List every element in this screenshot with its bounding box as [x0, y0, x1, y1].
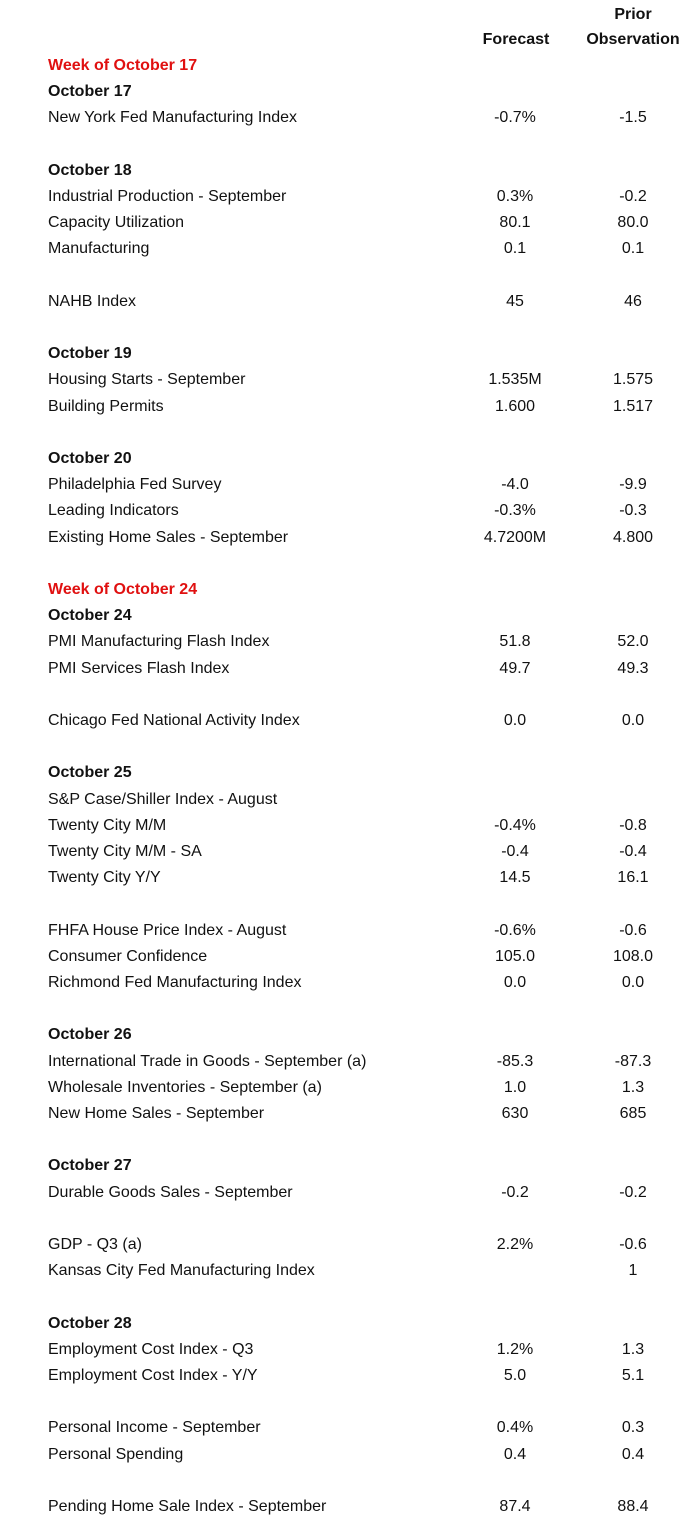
forecast-value: 2.2%: [496, 1236, 534, 1253]
date-heading-row: [0, 603, 691, 629]
prior-column-header-line2: Observation: [586, 31, 680, 48]
indicator-row: [0, 289, 691, 315]
week-heading-row: [0, 53, 691, 79]
forecast-value: 1.0: [503, 1078, 527, 1096]
indicator-row: [0, 1101, 691, 1127]
date-heading-row: [0, 446, 691, 472]
forecast-value: -0.4%: [494, 816, 536, 834]
indicator-label: Durable Goods Sales - September: [48, 1183, 293, 1201]
prior-column-header-line1: Prior: [614, 6, 652, 23]
prior-observation-value: 0.0: [621, 974, 645, 991]
forecast-value: 14.5: [499, 869, 531, 887]
forecast-value: 0.1: [503, 240, 527, 258]
date-label: October 25: [48, 764, 132, 782]
spacer-row: [0, 263, 691, 289]
prior-observation-value: 49.3: [617, 659, 649, 677]
date-label: October 20: [48, 450, 132, 467]
indicator-row: [0, 1442, 691, 1468]
forecast-value: 0.0: [503, 712, 527, 729]
indicator-row: [0, 944, 691, 970]
week-heading-row: [0, 577, 691, 603]
indicator-label: Manufacturing: [48, 240, 150, 258]
indicator-row: [0, 1415, 691, 1441]
spacer-row: [0, 996, 691, 1022]
indicator-row: [0, 813, 691, 839]
forecast-value: -0.4: [501, 843, 529, 860]
prior-observation-value: 46: [624, 292, 642, 310]
forecast-value: 630: [501, 1105, 529, 1122]
prior-observation-value: 108.0: [612, 947, 654, 965]
indicator-label: Employment Cost Index - Q3: [48, 1340, 254, 1358]
forecast-value: -85.3: [496, 1052, 534, 1070]
forecast-value: 49.7: [499, 659, 531, 677]
indicator-label: New York Fed Manufacturing Index: [48, 109, 298, 127]
forecast-value: 4.7200M: [483, 528, 547, 546]
indicator-label: Personal Spending: [48, 1445, 184, 1463]
week-label: Week of October 17: [48, 57, 198, 74]
date-heading-row: [0, 79, 691, 105]
spacer-row: [0, 315, 691, 341]
indicator-label: International Trade in Goods - September (a): [48, 1052, 367, 1070]
forecast-value: 51.8: [499, 633, 531, 651]
prior-observation-value: 16.1: [617, 869, 649, 887]
prior-observation-value: 0.3: [621, 1419, 645, 1437]
date-heading-row: [0, 760, 691, 786]
forecast-value: 80.1: [499, 214, 531, 232]
forecast-value: 5.0: [503, 1367, 527, 1384]
indicator-label: Twenty City M/M - SA: [48, 843, 202, 860]
date-label: October 17: [48, 83, 132, 101]
forecast-value: -0.6%: [494, 921, 536, 939]
spacer-row: [0, 682, 691, 708]
date-heading-row: [0, 1311, 691, 1337]
indicator-label: Capacity Utilization: [48, 214, 185, 232]
prior-observation-value: -0.4: [619, 843, 647, 860]
forecast-value: -4.0: [501, 476, 529, 494]
date-heading-row: [0, 1022, 691, 1048]
indicator-row: [0, 629, 691, 655]
indicator-label: Leading Indicators: [48, 502, 179, 520]
indicator-label: Existing Home Sales - September: [48, 528, 289, 546]
indicator-row: [0, 918, 691, 944]
date-heading-row: [0, 1153, 691, 1179]
indicator-label: Wholesale Inventories - September (a): [48, 1078, 322, 1096]
indicator-label: Housing Starts - September: [48, 371, 246, 389]
indicator-label: Twenty City M/M: [48, 816, 167, 834]
indicator-row: [0, 367, 691, 393]
date-label: October 27: [48, 1157, 132, 1175]
indicator-label: Personal Income - September: [48, 1419, 261, 1437]
prior-observation-value: 4.800: [612, 528, 654, 546]
forecast-value: 0.4: [503, 1445, 527, 1463]
indicator-row: [0, 525, 691, 551]
forecast-value: 87.4: [499, 1498, 531, 1515]
indicator-row: [0, 865, 691, 891]
indicator-label: Building Permits: [48, 397, 164, 415]
indicator-row: [0, 1337, 691, 1363]
forecast-value: 1.600: [494, 397, 536, 415]
date-heading-row: [0, 341, 691, 367]
date-label: October 26: [48, 1026, 132, 1044]
indicator-row: [0, 787, 691, 813]
date-label: October 24: [48, 607, 132, 625]
indicator-row: [0, 498, 691, 524]
prior-observation-value: 1: [628, 1262, 638, 1280]
spacer-row: [0, 1127, 691, 1153]
indicator-row: [0, 1258, 691, 1284]
prior-observation-value: -0.8: [619, 816, 647, 834]
forecast-value: 105.0: [494, 947, 536, 965]
indicator-row: [0, 236, 691, 262]
indicator-label: Consumer Confidence: [48, 947, 208, 965]
date-label: October 28: [48, 1314, 132, 1332]
prior-observation-value: 1.517: [612, 397, 654, 415]
forecast-column-header: Forecast: [482, 31, 550, 48]
indicator-label: Industrial Production - September: [48, 188, 287, 205]
indicator-label: Chicago Fed National Activity Index: [48, 712, 300, 729]
prior-observation-value: 0.1: [621, 240, 645, 258]
indicator-row: [0, 1075, 691, 1101]
indicator-label: New Home Sales - September: [48, 1105, 265, 1122]
prior-observation-value: 0.0: [621, 712, 645, 729]
forecast-value: -0.3%: [494, 502, 536, 520]
prior-observation-value: 1.3: [621, 1078, 645, 1096]
indicator-row: [0, 970, 691, 996]
indicator-row: [0, 1232, 691, 1258]
prior-observation-value: 5.1: [621, 1367, 645, 1384]
week-label: Week of October 24: [48, 581, 198, 598]
prior-observation-value: 80.0: [617, 214, 649, 232]
prior-observation-value: -87.3: [614, 1052, 652, 1070]
prior-observation-value: 1.575: [612, 371, 654, 389]
spacer-row: [0, 1468, 691, 1494]
indicator-row: [0, 1363, 691, 1389]
spacer-row: [0, 734, 691, 760]
indicator-label: PMI Manufacturing Flash Index: [48, 633, 270, 651]
prior-observation-value: -0.3: [619, 502, 647, 520]
spacer-row: [0, 420, 691, 446]
indicator-row: [0, 184, 691, 210]
forecast-value: -0.2: [501, 1183, 529, 1201]
indicator-row: [0, 1494, 691, 1520]
prior-observation-value: 52.0: [617, 633, 649, 651]
indicator-label: Richmond Fed Manufacturing Index: [48, 974, 302, 991]
prior-observation-value: -0.2: [619, 188, 647, 205]
forecast-value: 1.535M: [488, 371, 542, 389]
indicator-row: [0, 656, 691, 682]
indicator-label: Philadelphia Fed Survey: [48, 476, 222, 494]
spacer-row: [0, 1389, 691, 1415]
indicator-label: FHFA House Price Index - August: [48, 921, 287, 939]
prior-observation-value: -9.9: [619, 476, 647, 494]
forecast-value: 1.2%: [496, 1340, 534, 1358]
indicator-label: S&P Case/Shiller Index - August: [48, 790, 278, 808]
indicator-label: GDP - Q3 (a): [48, 1236, 142, 1253]
prior-observation-value: -0.6: [619, 1236, 647, 1253]
indicator-row: [0, 105, 691, 131]
prior-observation-value: -1.5: [619, 109, 647, 127]
prior-observation-value: -0.2: [619, 1183, 647, 1201]
spacer-row: [0, 551, 691, 577]
spacer-row: [0, 1206, 691, 1232]
prior-observation-value: 0.4: [621, 1445, 645, 1463]
indicator-label: PMI Services Flash Index: [48, 659, 230, 677]
prior-observation-value: 685: [619, 1105, 647, 1122]
indicator-label: Twenty City Y/Y: [48, 869, 161, 887]
spacer-row: [0, 891, 691, 917]
spacer-row: [0, 132, 691, 158]
indicator-label: NAHB Index: [48, 292, 137, 310]
forecast-value: 0.4%: [496, 1419, 534, 1437]
indicator-row: [0, 210, 691, 236]
forecast-value: 45: [506, 292, 524, 310]
indicator-row: [0, 839, 691, 865]
indicator-row: [0, 1049, 691, 1075]
indicator-label: Employment Cost Index - Y/Y: [48, 1367, 258, 1384]
forecast-value: 0.3%: [496, 188, 534, 205]
prior-observation-value: 88.4: [617, 1498, 649, 1515]
indicator-label: Kansas City Fed Manufacturing Index: [48, 1262, 315, 1280]
forecast-value: -0.7%: [494, 109, 536, 127]
date-label: October 19: [48, 345, 132, 363]
prior-observation-value: -0.6: [619, 921, 647, 939]
indicator-row: [0, 394, 691, 420]
spacer-row: [0, 1284, 691, 1310]
indicator-row: [0, 1180, 691, 1206]
date-label: October 18: [48, 161, 132, 179]
indicator-row: [0, 472, 691, 498]
forecast-value: 0.0: [503, 974, 527, 991]
indicator-label: Pending Home Sale Index - September: [48, 1498, 327, 1515]
prior-observation-value: 1.3: [621, 1340, 645, 1358]
indicator-row: [0, 708, 691, 734]
date-heading-row: [0, 158, 691, 184]
